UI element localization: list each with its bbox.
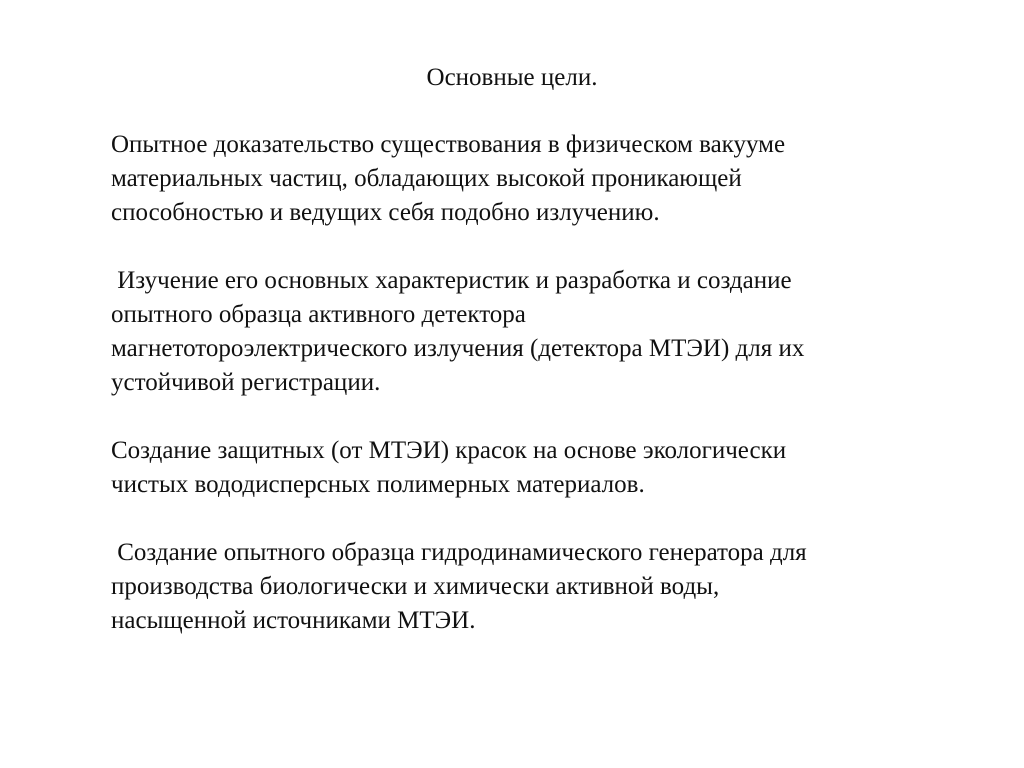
paragraph-3 — [111, 434, 941, 502]
paragraph-4-line-1: Создание опытного образца гидродинамического генератора для — [111, 539, 807, 566]
paragraph-1-line-2: материальных частиц, обладающих высокой проникающей — [111, 165, 742, 192]
paragraph-1 — [111, 128, 941, 230]
paragraph-2-line-2: опытного образца активного детектора — [111, 301, 526, 328]
paragraph-gap — [111, 400, 941, 434]
paragraph-2 — [111, 264, 941, 400]
paragraph-4-line-3: насыщенной источниками МТЭИ. — [111, 607, 476, 634]
paragraph-1-line-3: способностью и ведущих себя подобно излучению. — [111, 199, 660, 226]
paragraph-2-line-3: магнетотороэлектрического излучения (детектора МТЭИ) для их — [111, 335, 805, 362]
paragraph-gap — [111, 230, 941, 264]
paragraph-2-line-4: устойчивой регистрации. — [111, 369, 381, 396]
paragraph-3-line-1: Создание защитных (от МТЭИ) красок на основе экологически — [111, 437, 787, 464]
slide-body — [111, 128, 941, 638]
paragraph-1-line-1: Опытное доказательство существования в физическом вакууме — [111, 131, 786, 158]
paragraph-2-line-1: Изучение его основных характеристик и разработка и создание — [111, 267, 792, 294]
paragraph-4-line-2: производства биологически и химически активной воды, — [111, 573, 720, 600]
paragraph-3-line-2: чистых вододисперсных полимерных материалов. — [111, 471, 645, 498]
paragraph-gap — [111, 502, 941, 536]
slide-title: Основные цели. — [426, 64, 598, 91]
paragraph-4 — [111, 536, 941, 638]
